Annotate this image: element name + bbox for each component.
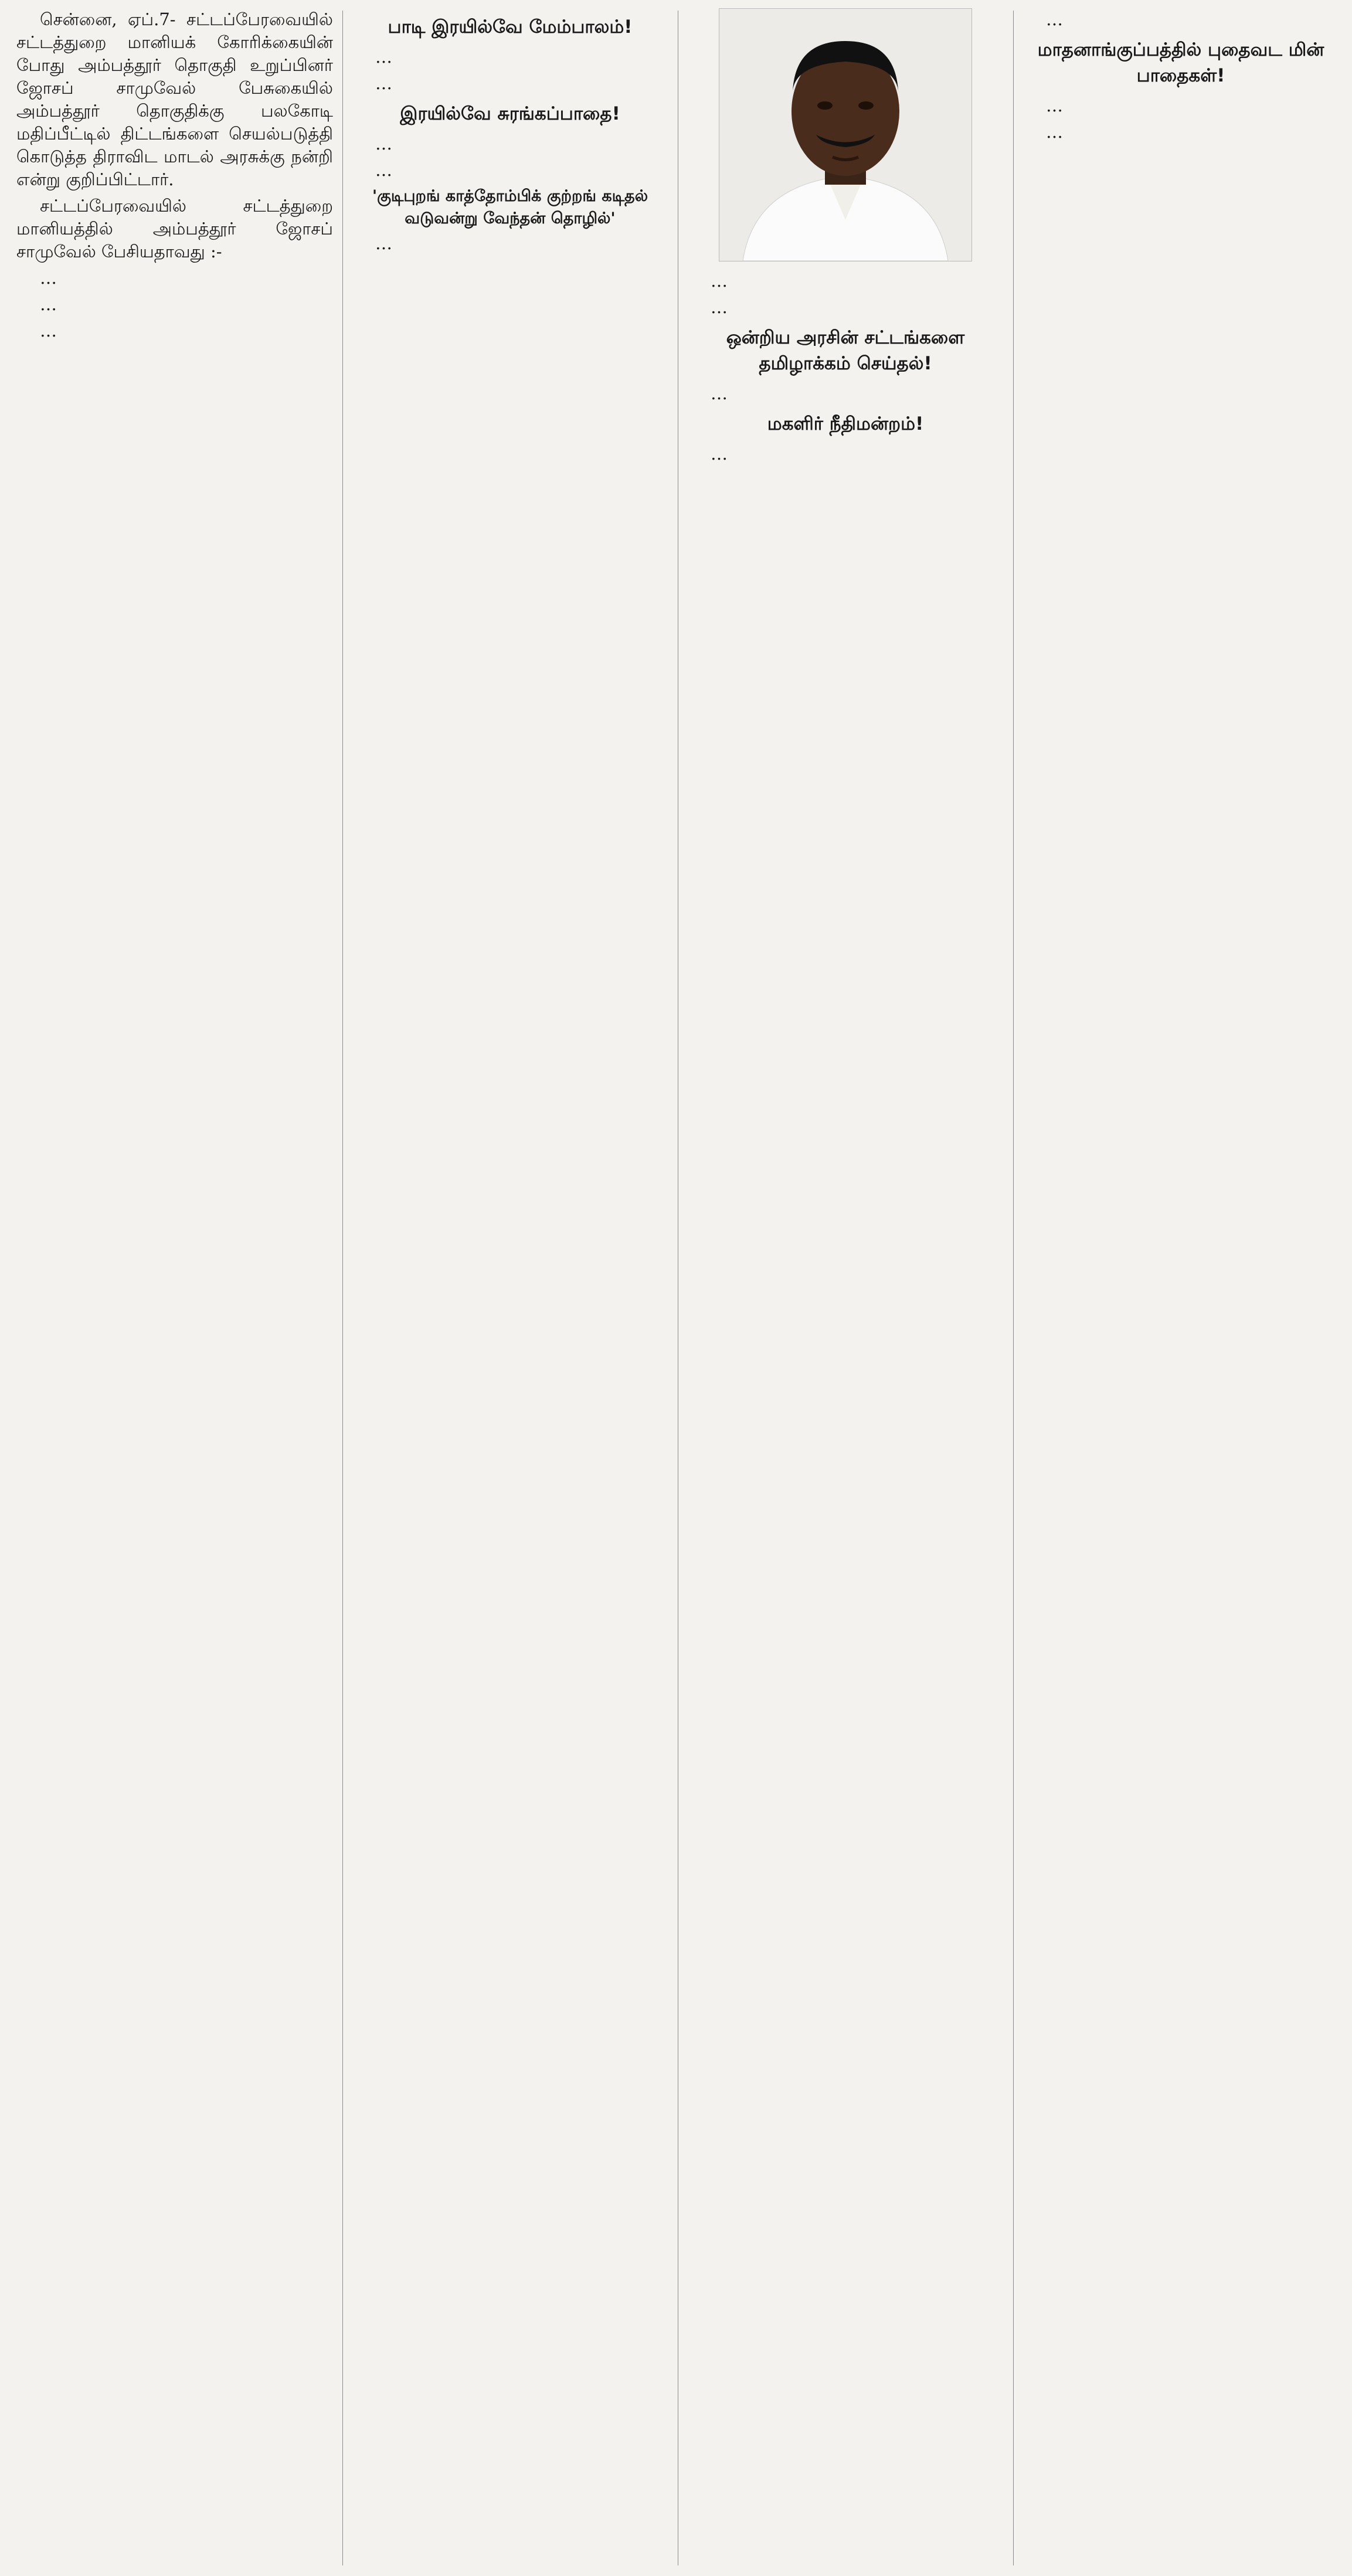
section-heading: மாதனாங்குப்பத்தில் புதைவட மின் பாதைகள்! bbox=[1037, 39, 1324, 86]
body-paragraph: சென்னை, ஏப்.7- சட்டப்பேரவையில் சட்டத்துறை மானியக் கோரிக்கையின் போது அம்பத்தூர் தொகுதி உறுப்பினர் ஜோசப் சாமுவேல் பேசுகையில் அம்பத்தூர் தொகுதிக்கு பலகோடி மதிப்பீட்டில் திட்டங்களை செயல்படுத்தி கொடுத்த திராவிட மாடல் அரசுக்கு நன்றி என்று குறிப்பிட்டார். bbox=[16, 9, 333, 189]
article-column-2 bbox=[352, 8, 668, 2568]
body-paragraph: … bbox=[375, 233, 392, 253]
article-column-1 bbox=[16, 8, 333, 2568]
section-heading: இரயில்வே சுரங்கப்பாதை! bbox=[400, 103, 620, 124]
body-paragraph: … bbox=[711, 444, 728, 464]
body-paragraph: … bbox=[40, 321, 57, 341]
body-paragraph: … bbox=[375, 73, 392, 93]
body-paragraph: … bbox=[711, 297, 728, 317]
body-paragraph: சட்டப்பேரவையில் சட்டத்துறை மானியத்தில் அம்பத்தூர் ஜோசப் சாமுவேல் பேசியதாவது :- bbox=[16, 196, 333, 261]
article-column-3 bbox=[687, 8, 1004, 2568]
section-heading: ஒன்றிய அரசின் சட்டங்களை தமிழாக்கம் செய்தல்! bbox=[726, 327, 965, 374]
column-divider bbox=[1013, 11, 1014, 2565]
article-column-4 bbox=[1023, 8, 1339, 2568]
body-paragraph: … bbox=[711, 271, 728, 291]
body-paragraph: … bbox=[1046, 9, 1063, 29]
body-paragraph: … bbox=[40, 294, 57, 314]
kural-quote: 'குடிபுறங் காத்தோம்பிக் குற்றங் கடிதல் வடுவன்று வேந்தன் தொழில்' bbox=[372, 187, 648, 227]
column-divider bbox=[342, 11, 343, 2565]
body-paragraph: … bbox=[375, 134, 392, 154]
speaker-portrait bbox=[719, 8, 972, 261]
body-paragraph: … bbox=[40, 268, 57, 288]
section-heading: மகளிர் நீதிமன்றம்! bbox=[767, 413, 924, 434]
body-paragraph: … bbox=[711, 383, 728, 403]
body-paragraph: … bbox=[1046, 122, 1063, 142]
body-paragraph: … bbox=[375, 47, 392, 67]
body-paragraph: … bbox=[1046, 96, 1063, 115]
section-heading: பாடி இரயில்வே மேம்பாலம்! bbox=[388, 16, 633, 38]
portrait-photo bbox=[719, 9, 971, 261]
body-paragraph: … bbox=[375, 160, 392, 180]
